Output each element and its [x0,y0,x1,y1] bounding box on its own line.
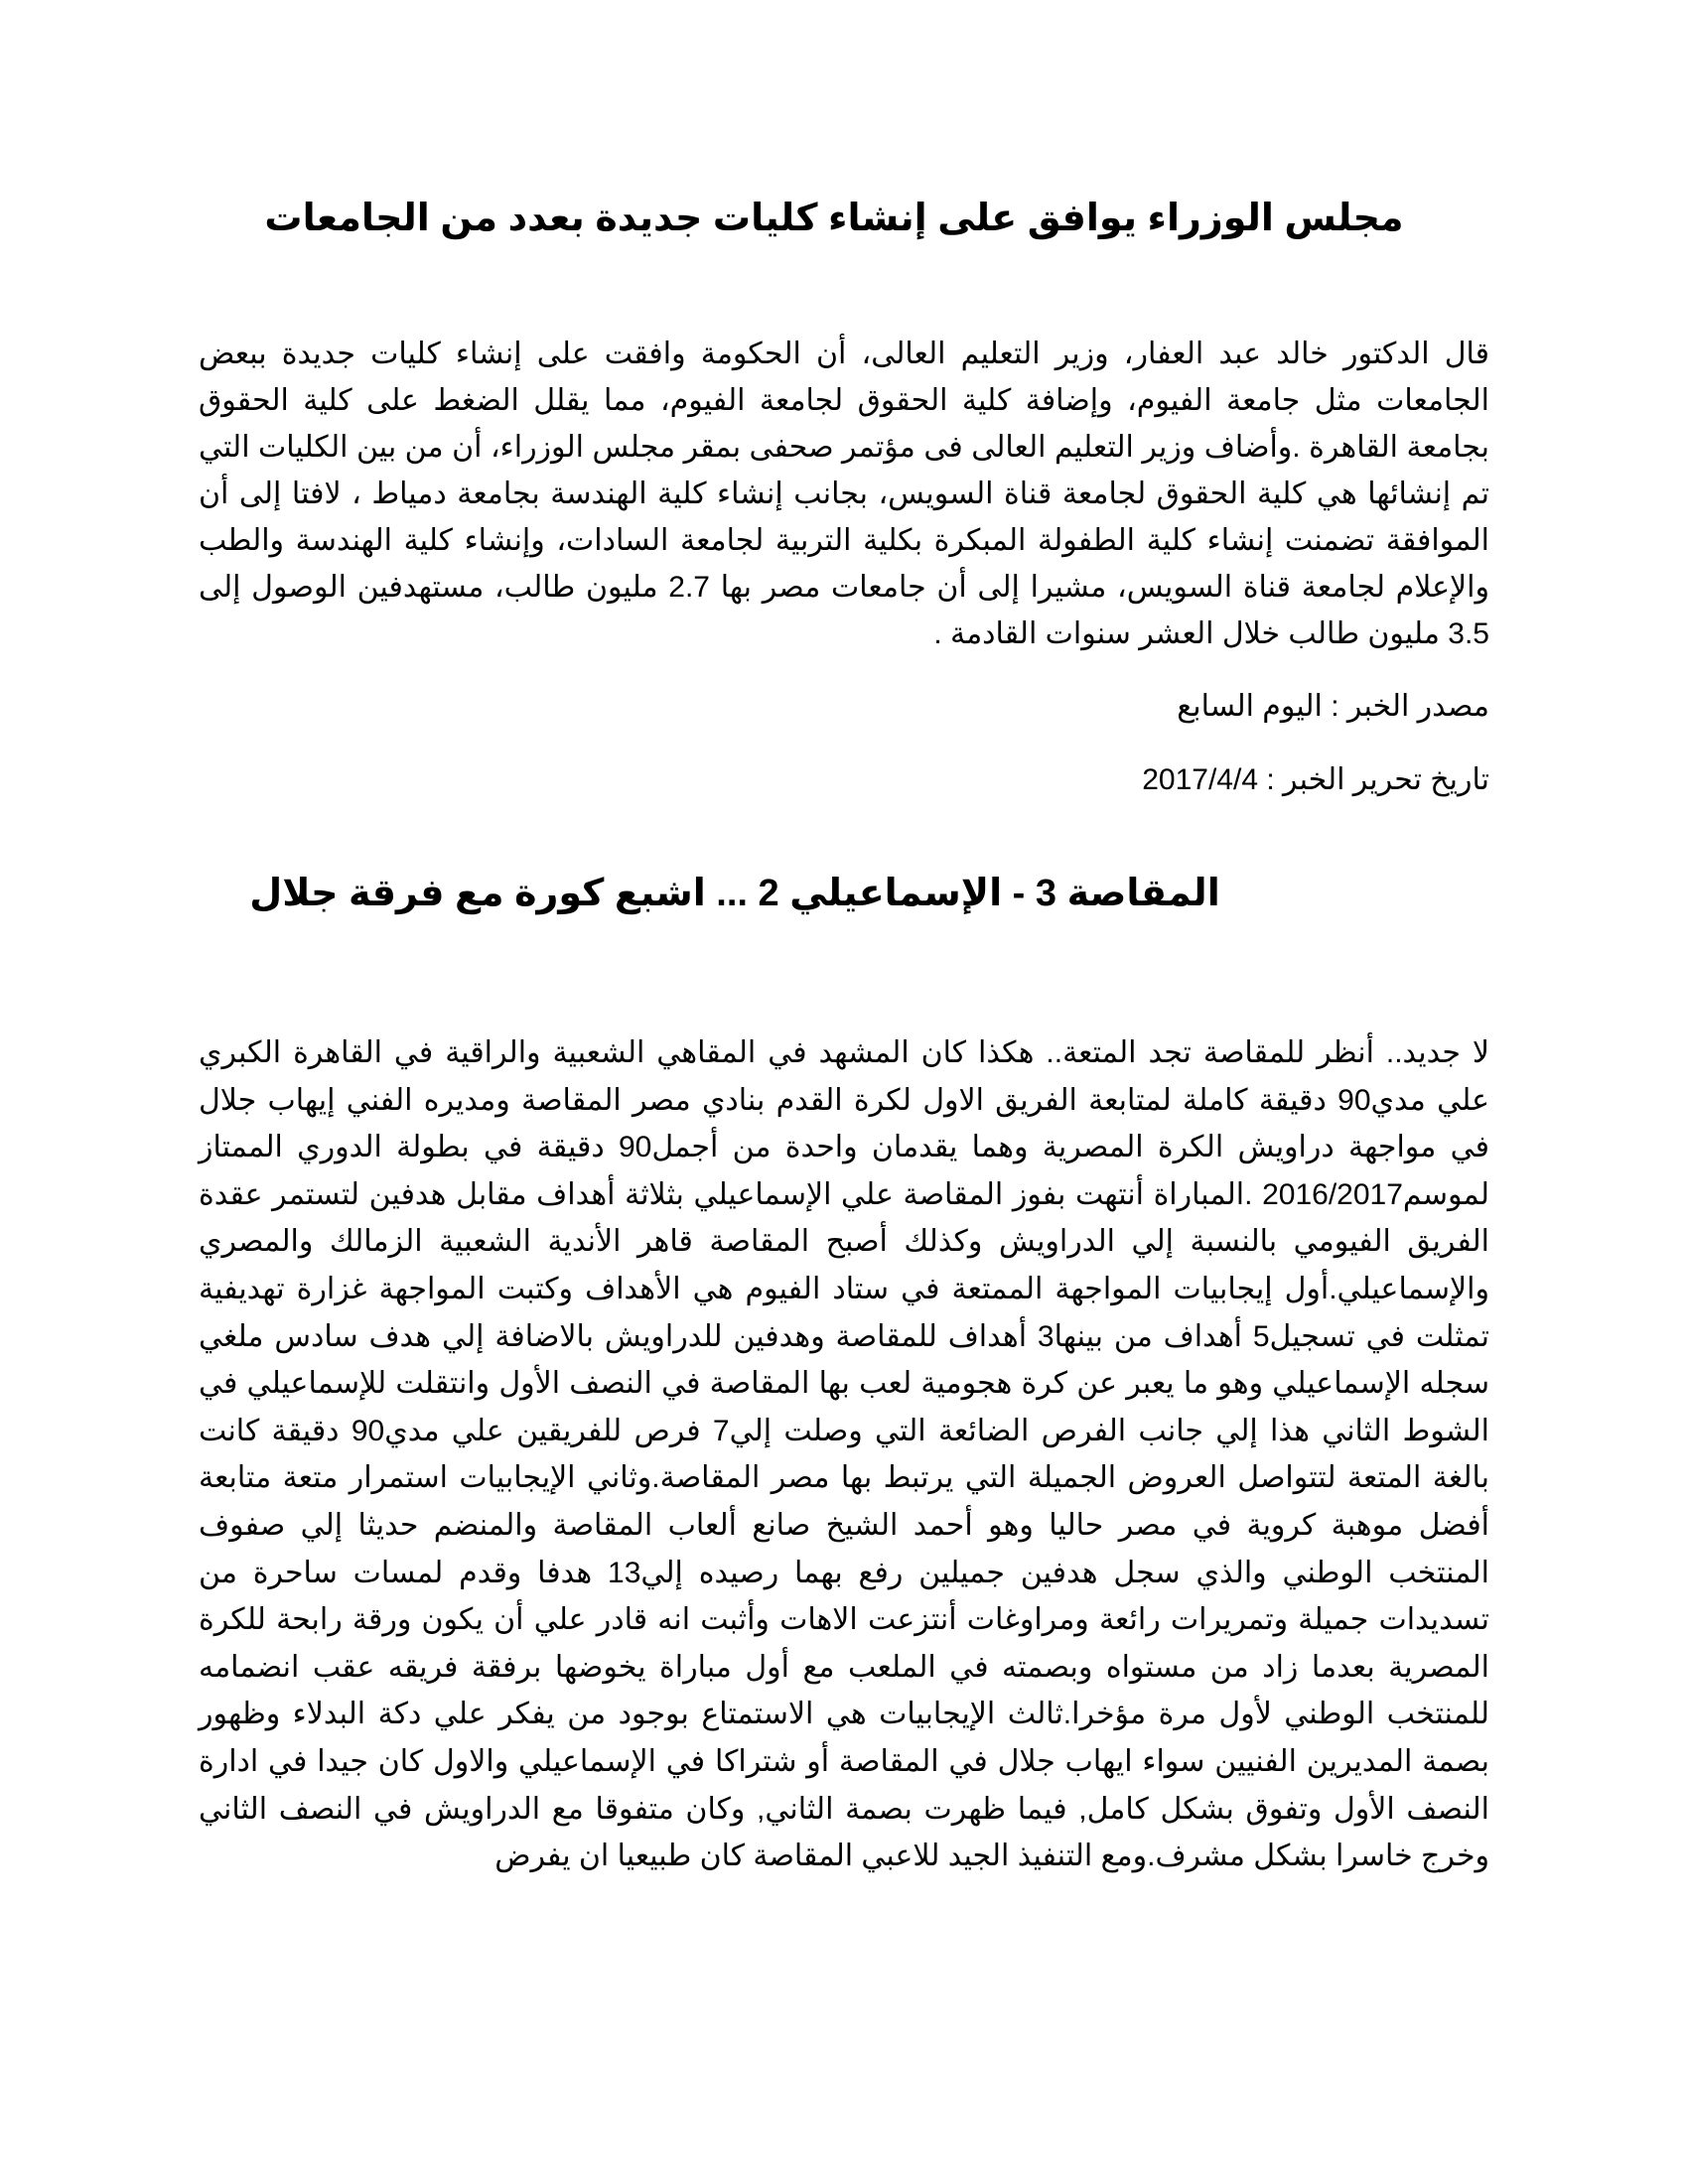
article-body: لا جديد.. أنظر للمقاصة تجد المتعة.. هكذا كان المشهد في المقاهي الشعبية والراقية في القاهرة الكبري علي مدي90 دقيقة كاملة لمتابعة الفريق الاول لكرة القدم بنادي مصر المقاصة ومديره الفني إيهاب جلال في مواجهة دراويش الكرة المصرية وهما يقدمان واحدة من أجمل90 دقيقة في بطولة الدوري الممتاز لموسم2016/2017 .المباراة أنتهت بفوز المقاصة علي الإسماعيلي بثلاثة أهداف مقابل هدفين لتستمر عقدة الفريق الفيومي بالنسبة إلي الدراويش وكذلك أصبح المقاصة قاهر الأندية الشعبية الزمالك والمصري والإسماعيلي.أول إيجابيات المواجهة الممتعة في ستاد الفيوم هي الأهداف وكتبت المواجهة غزارة تهديفية تمثلت في تسجيل5 أهداف من بينها3 أهداف للمقاصة وهدفين للدراويش بالاضافة إلي هدف سادس ملغي سجله الإسماعيلي وهو ما يعبر عن كرة هجومية لعب بها المقاصة في النصف الأول وانتقلت للإسماعيلي في الشوط الثاني هذا إلي جانب الفرص الضائعة التي وصلت إلي7 فرص للفريقين علي مدي90 دقيقة كانت بالغة المتعة لتتواصل العروض الجميلة التي يرتبط بها مصر المقاصة.وثاني الإيجابيات استمرار متعة متابعة أفضل موهبة كروية في مصر حاليا وهو أحمد الشيخ صانع ألعاب المقاصة والمنضم حديثا إلي صفوف المنتخب الوطني والذي سجل هدفين جميلين رفع بهما رصيده إلي13 هدفا وقدم لمسات ساحرة من تسديدات جميلة وتمريرات رائعة ومراوغات أنتزعت الاهات وأثبت انه قادر علي أن يكون ورقة رابحة للكرة المصرية بعدما زاد من مستواه وبصمته في الملعب مع أول مباراة يخوضها برفقة فريقه عقب انضمامه للمنتخب الوطني لأول مرة مؤخرا.ثالث الإيجابيات هي الاستمتاع بوجود من يفكر علي دكة البدلاء وظهور بصمة المديرين الفنيين سواء ايهاب جلال في المقاصة أو شتراكا في الإسماعيلي والاول كان جيدا في ادارة النصف الأول وتفوق بشكل كامل, فيما ظهرت بصمة الثاني, وكان متفوقا مع الدراويش في النصف الثاني وخرج خاسرا بشكل مشرف.ومع التنفيذ الجيد للاعبي المقاصة كان طبيعيا ان يفرض [199,1036,1489,1873]
article-headline: المقاصة 3 - الإسماعيلي 2 ... اشبع كورة مع فرقة جلال [249,873,1220,914]
article-body: قال الدكتور خالد عبد العفار، وزير التعليم العالى، أن الحكومة وافقت على إنشاء كليات جديدة ببعض الجامعات مثل جامعة الفيوم، وإضافة كلية الحقوق لجامعة الفيوم، مما يقلل الضغط على كلية الحقوق بجامعة القاهرة .وأضاف وزير التعليم العالى فى مؤتمر صحفى بمقر مجلس الوزراء، أن من بين الكليات التي تم إنشائها هي كلية الحقوق لجامعة قناة السويس، بجانب إنشاء كلية الهندسة بجامعة دمياط ، لافتا إلى أن الموافقة تضمنت إنشاء كلية الطفولة المبكرة بكلية التربية لجامعة السادات، وإنشاء كلية الهندسة والطب والإعلام لجامعة قناة السويس، مشيرا إلى أن جامعات مصر بها 2.7 مليون طالب، مستهدفين الوصول إلى 3.5 مليون طالب خلال العشر سنوات القادمة . [199,338,1489,650]
article-maqassa-ismaily-match [199,869,1489,1880]
news-source: مصدر الخبر : اليوم السابع [1177,690,1489,723]
news-date: تاريخ تحرير الخبر : 2017/4/4 [1142,763,1489,796]
article-cabinet-new-colleges [199,194,1489,800]
article-headline: مجلس الوزراء يوافق على إنشاء كليات جديدة بعدد من الجامعات [264,198,1404,239]
